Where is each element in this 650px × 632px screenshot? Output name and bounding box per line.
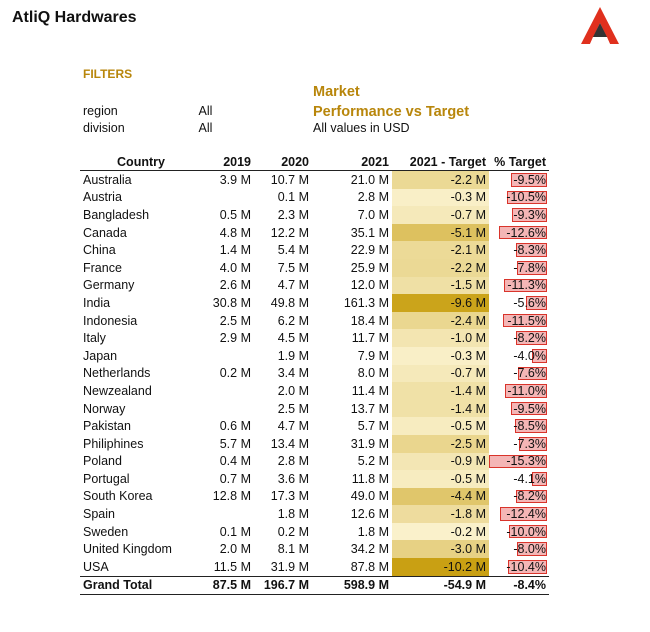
value-2020-cell: 2.5 M <box>277 401 309 416</box>
pct-target-value: -8.3% <box>513 243 546 258</box>
value-2021-cell: 25.9 M <box>350 260 389 275</box>
filters-title: FILTERS <box>83 67 133 81</box>
pct-target-cell <box>489 241 549 259</box>
pct-target-cell <box>489 488 549 506</box>
table-row[interactable] <box>80 171 549 189</box>
country-cell: India <box>83 295 111 310</box>
country-cell: Portugal <box>83 471 130 486</box>
value-2021-cell: 18.4 M <box>350 313 389 328</box>
pct-target-cell <box>489 189 549 207</box>
value-2021-cell: 5.7 M <box>357 419 389 434</box>
pct-target-cell <box>489 382 549 400</box>
value-2021-cell: 2.8 M <box>357 190 389 205</box>
value-2021-cell: 8.0 M <box>357 366 389 381</box>
pct-target-value: -12.4% <box>506 507 546 522</box>
value-2020-cell: 2.0 M <box>277 383 309 398</box>
country-cell: Japan <box>83 348 118 363</box>
table-row[interactable] <box>80 540 549 558</box>
value-2020-cell: 4.5 M <box>277 331 309 346</box>
value-2021-cell: 35.1 M <box>350 225 389 240</box>
pct-target-cell <box>489 417 549 435</box>
value-2020-cell: 10.7 M <box>270 172 309 187</box>
table-row[interactable] <box>80 470 549 488</box>
country-cell: Norway <box>83 401 126 416</box>
table-row[interactable] <box>80 241 549 259</box>
value-2020-cell: 12.2 M <box>270 225 309 240</box>
variance-cell: -0.3 M <box>392 347 489 365</box>
pct-target-value: -8.0% <box>513 542 546 557</box>
pct-target-cell <box>489 312 549 330</box>
total-2019: 87.5 M <box>202 576 254 594</box>
column-header-2020[interactable]: 2020 <box>254 153 312 171</box>
table-row[interactable] <box>80 189 549 207</box>
value-2019-cell: 0.4 M <box>219 454 251 469</box>
value-2020-cell: 1.8 M <box>277 507 309 522</box>
variance-cell: -1.4 M <box>392 382 489 400</box>
country-cell: Philiphines <box>83 436 144 451</box>
country-cell: Germany <box>83 278 135 293</box>
pct-target-cell <box>489 470 549 488</box>
variance-cell: -4.4 M <box>392 488 489 506</box>
country-cell: Netherlands <box>83 366 151 381</box>
value-2020-cell: 31.9 M <box>270 559 309 574</box>
value-2020-cell: 8.1 M <box>277 542 309 557</box>
pct-target-cell <box>489 224 549 242</box>
table-row[interactable] <box>80 259 549 277</box>
total-pct-target: -8.4% <box>489 576 549 594</box>
value-2019-cell <box>202 382 254 400</box>
variance-cell: -10.2 M <box>392 558 489 576</box>
table-row[interactable] <box>80 312 549 330</box>
pct-target-value: -10.4% <box>506 559 546 574</box>
value-2021-cell: 13.7 M <box>350 401 389 416</box>
value-2021-cell: 1.8 M <box>357 524 389 539</box>
country-cell: United Kingdom <box>83 542 172 557</box>
value-2021-cell: 11.8 M <box>351 471 389 486</box>
table-header-row <box>80 153 549 171</box>
table-row[interactable] <box>80 400 549 418</box>
table-row[interactable] <box>80 417 549 435</box>
country-cell: Newzealand <box>83 383 152 398</box>
value-2019-cell: 11.5 M <box>213 559 251 574</box>
grand-total-row <box>80 576 549 594</box>
report-title <box>313 82 469 122</box>
variance-cell: -2.1 M <box>392 241 489 259</box>
variance-cell: -1.0 M <box>392 329 489 347</box>
filter-region[interactable] <box>83 104 212 118</box>
pct-target-value: -9.5% <box>513 172 546 187</box>
pct-target-cell <box>489 558 549 576</box>
pct-target-value: -10.0% <box>506 524 546 539</box>
country-cell: Bangladesh <box>83 207 150 222</box>
table-row[interactable] <box>80 505 549 523</box>
country-cell: Poland <box>83 454 122 469</box>
table-row[interactable] <box>80 435 549 453</box>
variance-cell: -2.4 M <box>392 312 489 330</box>
pct-target-value: -11.5% <box>507 313 546 328</box>
value-2021-cell: 87.8 M <box>350 559 389 574</box>
filter-value[interactable]: All <box>198 104 213 118</box>
value-2019-cell: 2.0 M <box>219 542 251 557</box>
country-cell: China <box>83 243 116 258</box>
table-row[interactable] <box>80 329 549 347</box>
total-2021: 598.9 M <box>312 576 392 594</box>
variance-cell: -9.6 M <box>392 294 489 312</box>
value-2019-cell: 1.4 M <box>219 243 251 258</box>
performance-table <box>80 153 549 595</box>
value-2019-cell: 2.9 M <box>219 331 251 346</box>
pct-target-value: -9.5% <box>513 401 546 416</box>
value-2019-cell: 2.5 M <box>219 313 251 328</box>
value-2020-cell: 3.4 M <box>277 366 309 381</box>
pct-target-value: -9.3% <box>513 207 546 222</box>
country-cell: Australia <box>83 172 132 187</box>
value-2021-cell: 161.3 M <box>343 295 389 310</box>
value-2019-cell: 0.7 M <box>219 471 251 486</box>
atliq-logo-icon <box>578 4 622 48</box>
value-2021-cell: 7.0 M <box>357 207 389 222</box>
column-header-2019[interactable]: 2019 <box>202 153 254 171</box>
total-variance: -54.9 M <box>392 576 489 594</box>
value-2019-cell: 3.9 M <box>219 172 251 187</box>
pct-target-value: -4.0% <box>513 348 546 363</box>
value-2019-cell <box>202 505 254 523</box>
filter-division[interactable] <box>83 121 212 135</box>
value-2019-cell: 0.5 M <box>219 207 251 222</box>
country-cell: South Korea <box>83 489 153 504</box>
pct-target-value: -7.6% <box>513 366 546 381</box>
filter-label: division <box>83 121 125 135</box>
value-2020-cell: 49.8 M <box>270 295 309 310</box>
variance-cell: -2.5 M <box>392 435 489 453</box>
pct-target-value: -10.5% <box>506 190 546 205</box>
value-2020-cell: 2.8 M <box>277 454 309 469</box>
pct-target-cell <box>489 523 549 541</box>
pct-target-cell <box>489 453 549 471</box>
value-2019-cell <box>202 400 254 418</box>
pct-target-cell <box>489 277 549 295</box>
table-row[interactable] <box>80 206 549 224</box>
pct-target-value: -7.3% <box>513 436 546 451</box>
table-row[interactable] <box>80 277 549 295</box>
app-title: AtliQ Hardwares <box>12 9 137 26</box>
country-cell: Sweden <box>83 524 129 539</box>
pct-target-cell <box>489 171 549 189</box>
filter-label: region <box>83 104 118 118</box>
table-row[interactable] <box>80 294 549 312</box>
value-2019-cell: 12.8 M <box>212 489 251 504</box>
pct-target-cell <box>489 206 549 224</box>
variance-cell: -1.5 M <box>392 277 489 295</box>
value-2019-cell: 2.6 M <box>219 278 251 293</box>
variance-cell: -0.7 M <box>392 365 489 383</box>
pct-target-cell <box>489 365 549 383</box>
variance-cell: -0.3 M <box>392 189 489 207</box>
table-row[interactable] <box>80 488 549 506</box>
column-header-variance[interactable]: 2021 - Target <box>392 153 489 171</box>
value-2020-cell: 4.7 M <box>277 419 309 434</box>
report-subtitle: All values in USD <box>313 121 410 135</box>
value-2020-cell: 7.5 M <box>277 260 309 275</box>
total-2020: 196.7 M <box>254 576 312 594</box>
value-2021-cell: 5.2 M <box>357 454 389 469</box>
value-2020-cell: 5.4 M <box>277 243 309 258</box>
variance-cell: -2.2 M <box>392 259 489 277</box>
value-2020-cell: 0.2 M <box>277 524 309 539</box>
country-cell: Austria <box>83 190 122 205</box>
pct-target-value: -11.0% <box>507 383 546 398</box>
value-2020-cell: 4.7 M <box>277 278 309 293</box>
variance-cell: -3.0 M <box>392 540 489 558</box>
table-row[interactable] <box>80 365 549 383</box>
value-2020-cell: 2.3 M <box>277 207 309 222</box>
pct-target-value: -8.5% <box>513 419 546 434</box>
pct-target-cell <box>489 347 549 365</box>
value-2020-cell: 6.2 M <box>277 313 309 328</box>
pct-target-value: -5.6% <box>513 295 546 310</box>
value-2019-cell: 4.0 M <box>219 260 251 275</box>
value-2019-cell: 4.8 M <box>219 225 251 240</box>
value-2019-cell: 0.2 M <box>219 366 251 381</box>
value-2020-cell: 0.1 M <box>277 190 309 205</box>
variance-cell: -0.5 M <box>392 470 489 488</box>
table-row[interactable] <box>80 224 549 242</box>
value-2019-cell: 5.7 M <box>219 436 251 451</box>
variance-cell: -1.8 M <box>392 505 489 523</box>
country-cell: Spain <box>83 507 115 522</box>
country-cell: Pakistan <box>83 419 131 434</box>
value-2021-cell: 22.9 M <box>350 243 389 258</box>
pct-target-cell <box>489 259 549 277</box>
column-header-pct-target[interactable]: % Target <box>489 153 549 171</box>
pct-target-cell <box>489 435 549 453</box>
value-2021-cell: 12.6 M <box>350 507 389 522</box>
value-2021-cell: 11.7 M <box>351 331 389 346</box>
value-2021-cell: 11.4 M <box>351 383 389 398</box>
value-2019-cell <box>202 347 254 365</box>
pct-target-value: -7.8% <box>513 260 546 275</box>
table-row[interactable] <box>80 347 549 365</box>
variance-cell: -0.7 M <box>392 206 489 224</box>
table-row[interactable] <box>80 558 549 576</box>
table-row[interactable] <box>80 382 549 400</box>
value-2020-cell: 1.9 M <box>277 348 309 363</box>
pct-target-cell <box>489 540 549 558</box>
variance-cell: -1.4 M <box>392 400 489 418</box>
pct-target-cell <box>489 329 549 347</box>
pct-target-cell <box>489 505 549 523</box>
country-cell: USA <box>83 559 109 574</box>
variance-cell: -5.1 M <box>392 224 489 242</box>
value-2021-cell: 12.0 M <box>350 278 389 293</box>
table-row[interactable] <box>80 523 549 541</box>
value-2019-cell: 0.6 M <box>219 419 251 434</box>
value-2019-cell: 0.1 M <box>219 524 251 539</box>
country-cell: Indonesia <box>83 313 138 328</box>
column-header-2021[interactable]: 2021 <box>312 153 392 171</box>
total-label: Grand Total <box>80 576 202 594</box>
value-2020-cell: 17.3 M <box>270 489 309 504</box>
value-2021-cell: 49.0 M <box>350 489 389 504</box>
value-2019-cell: 30.8 M <box>212 295 251 310</box>
country-cell: Italy <box>83 331 106 346</box>
value-2021-cell: 21.0 M <box>350 172 389 187</box>
variance-cell: -0.5 M <box>392 417 489 435</box>
variance-cell: -0.2 M <box>392 523 489 541</box>
pct-target-cell <box>489 294 549 312</box>
pct-target-value: -8.2% <box>513 489 546 504</box>
pct-target-value: -11.3% <box>507 278 546 293</box>
pct-target-value: -15.3% <box>506 454 546 469</box>
value-2021-cell: 34.2 M <box>350 542 389 557</box>
filter-value[interactable]: All <box>198 121 213 135</box>
variance-cell: -2.2 M <box>392 171 489 189</box>
table-row[interactable] <box>80 453 549 471</box>
pct-target-cell <box>489 400 549 418</box>
report-title-line2: Performance vs Target <box>313 104 470 120</box>
country-cell: Canada <box>83 225 127 240</box>
report-title-line1: Market <box>313 84 360 100</box>
value-2019-cell <box>202 189 254 207</box>
pct-target-value: -4.1% <box>513 471 546 486</box>
value-2020-cell: 13.4 M <box>270 436 309 451</box>
value-2021-cell: 31.9 M <box>350 436 389 451</box>
pct-target-value: -8.2% <box>513 331 546 346</box>
value-2021-cell: 7.9 M <box>357 348 389 363</box>
variance-cell: -0.9 M <box>392 453 489 471</box>
country-cell: France <box>83 260 122 275</box>
column-header-country[interactable]: Country <box>80 153 202 171</box>
value-2020-cell: 3.6 M <box>277 471 309 486</box>
pct-target-value: -12.6% <box>506 225 546 240</box>
